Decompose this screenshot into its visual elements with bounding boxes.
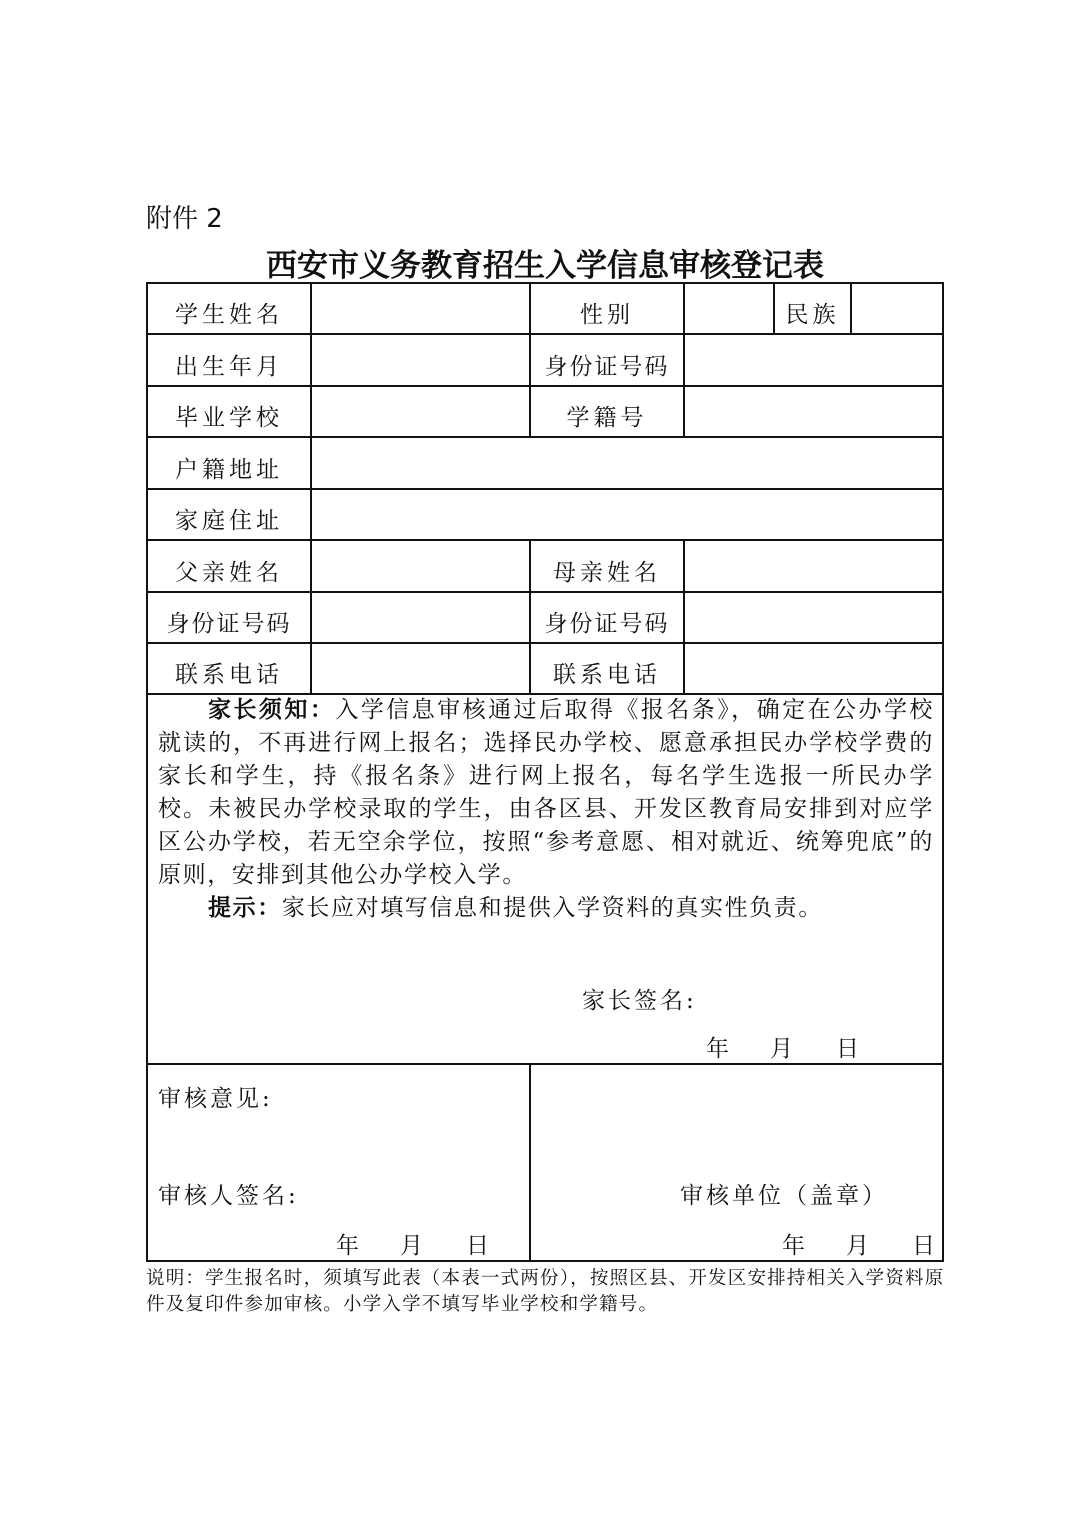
birth-field[interactable] <box>312 340 529 389</box>
date-month: 月 <box>770 1036 796 1062</box>
home-address-label: 家庭住址 <box>175 508 283 534</box>
father-phone-label: 联系电话 <box>175 662 283 688</box>
home-address-field[interactable] <box>312 494 944 543</box>
mother-id-field[interactable] <box>685 597 944 646</box>
date-year: 年 <box>706 1036 732 1062</box>
father-name-label: 父亲姓名 <box>175 560 283 586</box>
graduate-school-field[interactable] <box>312 391 529 440</box>
parent-sign-date <box>706 1030 862 1063</box>
annex-label: 附件 2 <box>146 204 223 234</box>
date-month: 月 <box>400 1233 426 1259</box>
student-name-field[interactable] <box>312 288 529 337</box>
ethnicity-field[interactable] <box>852 288 944 337</box>
review-unit-label: 审核单位（盖章） <box>680 1183 888 1209</box>
student-name-label: 学生姓名 <box>175 302 283 328</box>
notice-body: 入学信息审核通过后取得《报名条》，确定在公办学校就读的，不再进行网上报名；选择民办学校、愿意承担民办学校学费的家长和学生，持《报名条》进行网上报名，每名学生选报一所民办学校。未被民办学校录取的学生，由各区县、开发区教育局安排到对应学区公办学校，若无空余学位，按照“参考意愿、相对就近、统筹兜底”的原则，安排到其他公办学校入学。 <box>158 697 935 888</box>
date-day: 日 <box>466 1233 492 1259</box>
mother-phone-field[interactable] <box>685 648 944 697</box>
father-phone-field[interactable] <box>312 648 529 697</box>
date-day: 日 <box>912 1233 938 1259</box>
birth-label: 出生年月 <box>175 354 283 380</box>
ethnicity-label: 民族 <box>785 302 840 328</box>
mother-phone-label: 联系电话 <box>553 662 661 688</box>
mother-name-label: 母亲姓名 <box>553 560 661 586</box>
student-id-field[interactable] <box>685 340 944 389</box>
gender-label: 性别 <box>580 302 634 328</box>
household-address-field[interactable] <box>312 443 944 492</box>
student-id-label: 身份证号码 <box>544 354 670 380</box>
gender-field[interactable] <box>685 288 773 337</box>
mother-name-field[interactable] <box>685 546 944 595</box>
date-day: 日 <box>836 1036 862 1062</box>
date-year: 年 <box>782 1233 808 1259</box>
tip-body: 家长应对填写信息和提供入学资料的真实性负责。 <box>281 895 824 921</box>
form-title: 西安市义务教育招生入学信息审核登记表 <box>266 248 824 284</box>
household-address-label: 户籍地址 <box>175 457 283 483</box>
reviewer-sign-label: 审核人签名: <box>158 1183 299 1209</box>
father-id-field[interactable] <box>312 597 529 646</box>
reviewer-sign-date <box>336 1227 492 1260</box>
father-id-label: 身份证号码 <box>166 611 292 637</box>
parent-notice <box>158 694 934 925</box>
footnote: 说明：学生报名时，须填写此表（本表一式两份），按照区县、开发区安排持相关入学资料原件及复印件参加审核。小学入学不填写毕业学校和学籍号。 <box>146 1268 945 1315</box>
unit-stamp-date <box>782 1227 938 1260</box>
parent-sign-label: 家长签名: <box>582 988 697 1014</box>
graduate-school-label: 毕业学校 <box>175 405 283 431</box>
date-year: 年 <box>336 1233 362 1259</box>
mother-id-label: 身份证号码 <box>544 611 670 637</box>
notice-heading: 家长须知： <box>208 697 336 723</box>
school-roll-label: 学籍号 <box>566 405 648 431</box>
father-name-field[interactable] <box>312 546 529 595</box>
school-roll-field[interactable] <box>685 391 944 440</box>
review-opinion-label: 审核意见: <box>158 1086 273 1112</box>
registration-form <box>146 282 944 1262</box>
date-month: 月 <box>846 1233 872 1259</box>
tip-heading: 提示： <box>208 895 282 921</box>
